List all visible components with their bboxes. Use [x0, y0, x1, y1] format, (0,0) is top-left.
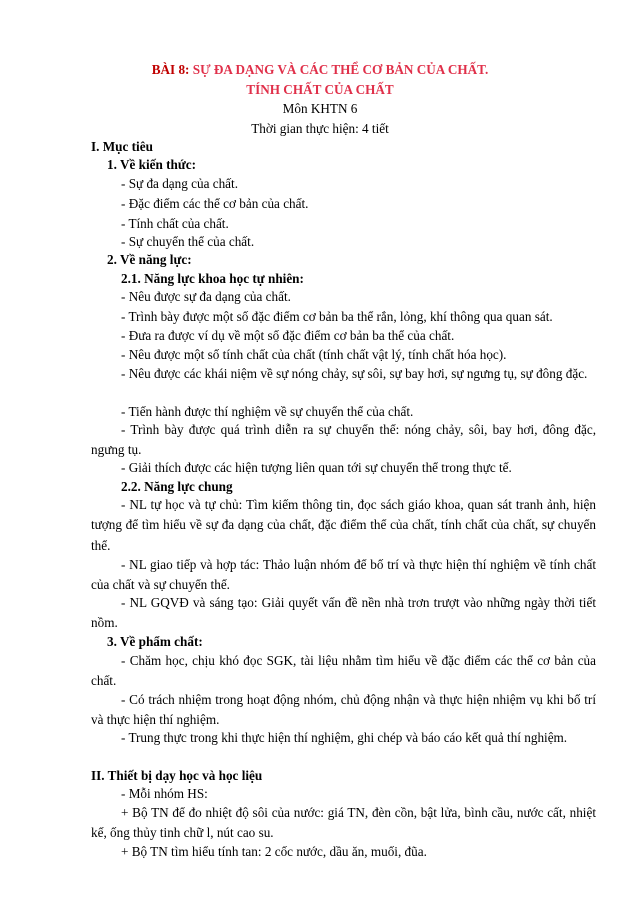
science-item: - Nêu được các khái niệm về sự nóng chảy, sự sôi, sự bay hơi, sự ngưng tụ, sự đông đặc. [121, 366, 588, 381]
quality-item: - Có trách nhiệm trong hoạt động nhóm, chủ động nhận và thực hiện nhiệm vụ khi bố trí và thực hiện thí nghiệm. [91, 692, 596, 728]
subject-line: Môn KHTN 6 [282, 101, 358, 116]
quality-item: - Trung thực trong khi thực hiện thí nghiệm, ghi chép và báo cáo kết quả thí nghiệm. [121, 730, 568, 745]
subheading-general-competence: 2.2. Năng lực chung [121, 479, 233, 494]
science-item: - Nêu được sự đa dạng của chất. [121, 289, 291, 304]
section-heading-equipment: II. Thiết bị dạy học và học liệu [91, 768, 263, 783]
knowledge-item: - Đặc điểm các thể cơ bản của chất. [121, 196, 309, 211]
general-item: - NL tự học và tự chủ: Tìm kiếm thông tin, đọc sách giáo khoa, quan sát tranh ảnh, hiện tượng để tìm hiểu về sự đa dạng của chất, đặc điểm thể của chất, tính chất của chất, sự chuyển thể. [91, 497, 596, 553]
duration-line: Thời gian thực hiện: 4 tiết [251, 121, 389, 136]
science-item: - Nêu được một số tính chất của chất (tính chất vật lý, tính chất hóa học). [121, 347, 507, 362]
section-heading-objectives: I. Mục tiêu [91, 139, 153, 154]
lesson-title-line1 [0, 60, 640, 80]
subheading-knowledge: 1. Về kiến thức: [107, 157, 196, 172]
subheading-qualities: 3. Về phẩm chất: [107, 634, 203, 649]
general-item: - NL GQVĐ và sáng tạo: Giải quyết vấn đề nền nhà trơn trượt vào những ngày thời tiết nồm. [91, 595, 596, 631]
science-item: - Tiến hành được thí nghiệm về sự chuyển thể của chất. [121, 404, 414, 419]
quality-item: - Chăm học, chịu khó đọc SGK, tài liệu nhằm tìm hiểu về đặc điểm các thể cơ bản của chất. [91, 653, 596, 689]
equipment-item: - Mỗi nhóm HS: [121, 786, 208, 801]
science-item: - Trình bày được một số đặc điểm cơ bản ba thể rắn, lỏng, khí thông qua quan sát. [121, 309, 553, 324]
science-item: - Đưa ra được ví dụ về một số đặc điểm cơ bản ba thể của chất. [121, 328, 455, 343]
subheading-science-competence: 2.1. Năng lực khoa học tự nhiên: [121, 271, 304, 286]
science-item: - Trình bày được quá trình diễn ra sự chuyển thể: nóng chảy, sôi, bay hơi, đông đặc, ngưng tụ. [91, 422, 596, 458]
lesson-title-text: SỰ ĐA DẠNG VÀ CÁC THỂ CƠ BẢN CỦA CHẤT. [192, 62, 489, 77]
knowledge-item: - Sự chuyển thể của chất. [121, 234, 255, 249]
knowledge-item: - Sự đa dạng của chất. [121, 176, 239, 191]
lesson-label: BÀI 8: [151, 62, 190, 77]
general-item: - NL giao tiếp và hợp tác: Thảo luận nhóm để bố trí và thực hiện thí nghiệm về tính chất của chất và sự chuyển thể. [91, 557, 596, 593]
equipment-item: + Bộ TN tìm hiểu tính tan: 2 cốc nước, dầu ăn, muối, đũa. [121, 844, 427, 859]
science-item: - Giải thích được các hiện tượng liên quan tới sự chuyển thể trong thực tế. [121, 460, 512, 475]
knowledge-item: - Tính chất của chất. [121, 216, 229, 231]
equipment-item: + Bộ TN để đo nhiệt độ sôi của nước: giá TN, đèn cồn, bật lửa, bình cầu, nước cất, nhiệt kế, ống thủy tinh chữ l, nút cao su. [91, 805, 596, 841]
subheading-competence: 2. Về năng lực: [107, 252, 192, 267]
lesson-title-line2: TÍNH CHẤT CỦA CHẤT [246, 82, 394, 97]
